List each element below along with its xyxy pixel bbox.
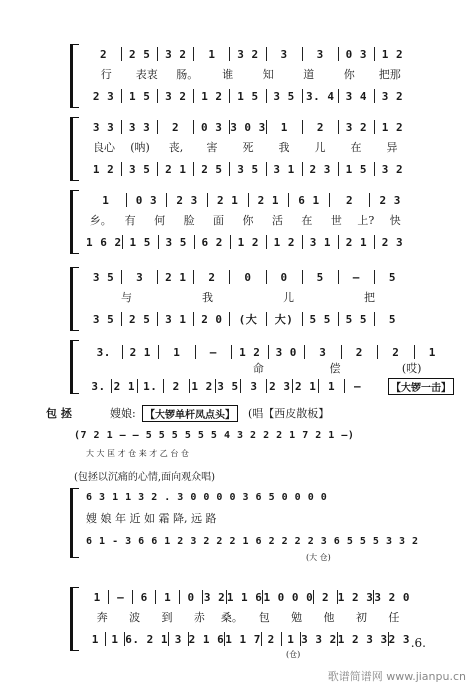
note-group: 3 2: [345, 120, 368, 134]
lyric-syllable: 儿: [314, 141, 326, 154]
note-group: 3 5: [237, 162, 259, 176]
system-4-lyrics: [86, 289, 410, 305]
note-group: 2: [346, 193, 354, 207]
note-group: 6: [140, 590, 148, 604]
note-group: 1: [111, 632, 119, 646]
note-group: 3 5: [92, 312, 115, 326]
note-group: 0: [280, 270, 288, 284]
lyric-syllable: 丧,: [168, 141, 184, 154]
lyric-syllable: 他: [323, 611, 335, 624]
system-5: [70, 338, 450, 398]
lyric-syllable: 桑。: [220, 611, 243, 624]
aria-bottom-notes: 6 1 - 3 6 6 1 2 3 2 2 2 1 6 2 2 2 2 3 6 5 5 5 3 3 2: [86, 536, 419, 547]
lyric-syllable: 上?: [357, 214, 375, 227]
lyric-syllable: (哎): [401, 362, 422, 375]
system-6: [70, 585, 411, 659]
note-group: (大: [238, 313, 258, 326]
note-group: 3: [136, 270, 144, 284]
note-group: 3 5: [217, 379, 239, 393]
note-group: 1: [93, 590, 101, 604]
system-1-bottom-notes: [86, 88, 410, 104]
note-group: 3 0 3: [230, 120, 266, 134]
lyric-syllable: 在: [350, 141, 362, 154]
system-2-bottom-notes: [86, 161, 410, 177]
lyric-syllable: 命: [252, 362, 264, 375]
note-group: 2 5: [128, 312, 151, 326]
note-group: 1: [287, 632, 295, 646]
lyric-syllable: 谁: [222, 68, 234, 81]
lyric-syllable: 活: [271, 214, 283, 227]
note-group: 2: [392, 345, 400, 359]
lyric-syllable: 把: [364, 291, 375, 304]
note-group: 3 3: [128, 120, 151, 134]
lyric-syllable: 表衷: [135, 68, 158, 81]
note-group: 1 5: [128, 89, 151, 103]
note-group: 3 2: [165, 47, 187, 61]
note-group: 5: [388, 312, 396, 326]
role-label: 包 拯: [46, 407, 72, 420]
note-group: 1 5: [237, 89, 259, 103]
system-4-top-notes: [86, 269, 410, 285]
system-5-bottom-notes: [86, 378, 370, 394]
lyric-syllable: 儿: [283, 291, 294, 304]
lyric-syllable: 害: [206, 141, 218, 154]
note-group: —: [352, 270, 360, 284]
lyric-syllable: 波: [129, 611, 141, 624]
note-group: 1: [173, 345, 181, 359]
note-group: 3 1: [309, 235, 332, 249]
note-group: 2 5: [201, 162, 223, 176]
lyric-syllable: 包: [258, 611, 270, 624]
note-group: 2 3: [381, 235, 404, 249]
system-6-top-notes: [86, 589, 410, 605]
stage-direction: (包拯以沉痛的心情,面向观众唱): [74, 472, 215, 483]
lyric-syllable: 赤: [193, 611, 205, 624]
lyric-syllable: 初: [355, 611, 367, 624]
note-group: 2 3: [309, 162, 331, 176]
system-3-lyrics: [86, 212, 410, 228]
system-5-lyrics: [220, 360, 450, 376]
note-group: 3: [174, 632, 182, 646]
last-marker: (仓): [286, 650, 301, 659]
note-group: 2: [172, 379, 180, 393]
note-group: 2: [172, 120, 180, 134]
system-2: [70, 115, 410, 185]
percussion-text: 大 大 匡 才 仓 来 才 乙 台 仓: [86, 449, 189, 458]
note-group: 1.: [143, 379, 158, 393]
lyric-syllable: 知: [262, 68, 274, 81]
note-group: 1 1 7: [225, 632, 261, 646]
lyric-syllable: 异: [386, 141, 398, 154]
lyric-syllable: 有: [124, 214, 136, 227]
note-group: 2 1: [257, 193, 279, 207]
note-group: 1 2: [201, 89, 223, 103]
note-group: 3 1: [165, 312, 187, 326]
note-group: 2 1: [295, 379, 317, 393]
lyric-syllable: 世: [330, 214, 342, 227]
lyric-syllable: 何: [154, 214, 166, 227]
lyric-syllable: 你: [343, 68, 355, 81]
aria-top-notes: 6 3 1 1 3 2 . 3 0 0 0 0 3 6 5 0 0 0 0: [86, 492, 328, 503]
note-group: 1 5: [345, 162, 367, 176]
lyric-syllable: 任: [388, 611, 400, 624]
lyric-syllable: (呐): [130, 141, 150, 154]
system-2-top-notes: [86, 119, 410, 135]
note-group: 3 3: [92, 120, 115, 134]
note-group: 2: [316, 120, 324, 134]
note-group: 6 1: [298, 193, 320, 207]
note-group: 3 3 2: [301, 632, 337, 646]
note-group: 2: [355, 345, 363, 359]
note-group: 3.: [96, 345, 111, 359]
note-group: 1 2: [239, 345, 261, 359]
note-group: 2: [208, 270, 216, 284]
system-3: [70, 188, 410, 258]
note-group: 1: [164, 590, 172, 604]
note-group: 1: [91, 632, 99, 646]
note-group: 1: [428, 345, 436, 359]
note-group: 2 1: [165, 270, 187, 284]
note-group: 5: [316, 270, 324, 284]
system-1-lyrics: [86, 66, 410, 82]
system-1: [70, 42, 410, 112]
watermark: 歌谱简谱网 www.jianpu.cn: [327, 670, 466, 683]
note-group: 0 3: [135, 193, 158, 207]
system-3-bottom-notes: [86, 234, 410, 250]
note-group: 1 5: [129, 235, 151, 249]
note-group: 1 2: [92, 162, 115, 176]
note-group: 2 1: [345, 235, 368, 249]
lyric-syllable: 我: [278, 141, 290, 154]
note-group: 3 1: [273, 162, 295, 176]
lyric-syllable: 面: [213, 214, 225, 227]
system-5-top-notes: [86, 344, 450, 360]
note-group: 2 3: [379, 193, 401, 207]
note-group: 5 5: [309, 312, 331, 326]
lyric-syllable: 良心: [93, 141, 115, 154]
lyric-syllable: 与: [121, 291, 132, 304]
speech-label: 嫂娘:: [110, 407, 136, 420]
note-group: 3: [316, 47, 324, 61]
note-group: 2 1 6: [188, 632, 225, 646]
system-bracket: [70, 267, 79, 331]
note-group: 2: [99, 47, 108, 61]
note-group: 0: [244, 270, 252, 284]
system-6-lyrics: [86, 609, 410, 625]
note-group: —: [117, 590, 125, 604]
aria-marker: (大 仓): [306, 553, 331, 562]
lyric-syllable: 偿: [329, 362, 341, 375]
note-group: 0 3: [200, 120, 223, 134]
system-6-bottom-notes: [86, 631, 410, 647]
note-group: 0 3: [345, 47, 367, 61]
note-group: 1: [102, 193, 110, 207]
lyric-syllable: 在: [301, 214, 313, 227]
note-group: 2: [267, 632, 275, 646]
note-group: 2 5: [128, 47, 151, 61]
note-group: 1 2 3 3: [337, 632, 388, 646]
lyric-syllable: 我: [202, 291, 213, 304]
note-group: 3: [280, 47, 288, 61]
aria-system: [70, 486, 419, 566]
note-group: 1 2: [273, 235, 296, 249]
note-group: 大): [274, 313, 294, 326]
lyric-syllable: 到: [161, 611, 173, 624]
aria-lyrics: 嫂 娘 年 近 如 霜 降, 远 路: [86, 512, 217, 525]
note-group: 3 2 0: [374, 590, 411, 604]
note-group: 1: [280, 120, 288, 134]
note-group: 3 2: [165, 89, 187, 103]
note-group: 1 0 0 0: [263, 590, 314, 604]
note-group: 3 0: [275, 345, 297, 359]
note-group: 1 1 6: [226, 590, 263, 604]
note-group: 3 2: [237, 47, 259, 61]
note-group: 1: [208, 47, 216, 61]
cue-sing: (唱【西皮散板】: [248, 407, 330, 420]
note-group: 2 1: [129, 345, 151, 359]
lyric-syllable: 乡。: [89, 214, 112, 227]
note-group: 3 5: [273, 89, 295, 103]
note-group: 0: [187, 590, 195, 604]
page-number: .6.: [410, 636, 426, 650]
note-group: 2 3: [269, 379, 291, 393]
note-group: 2 1: [165, 162, 187, 176]
lyric-syllable: 快: [389, 214, 401, 227]
lyric-syllable: 肠。: [176, 68, 199, 81]
system-1-top-notes: [86, 46, 410, 62]
note-group: 2 1: [217, 193, 239, 207]
note-group: 2 3: [176, 193, 198, 207]
lyric-syllable: 道: [303, 68, 315, 81]
note-group: 1 2: [237, 235, 259, 249]
system-bracket: [70, 587, 79, 651]
note-group: 2 0: [201, 312, 223, 326]
lyric-syllable: 奔: [96, 611, 108, 624]
note-group: 6. 2 1: [125, 632, 168, 646]
system-bracket: [70, 117, 79, 181]
cue-box: 【大锣单杆凤点头】: [142, 405, 238, 422]
percussion-notes: (7 2 1 — — 5 5 5 5 5 5 4 3 2 2 2 1 7 2 1 —): [74, 430, 355, 441]
note-group: 3 5: [128, 162, 151, 176]
system-bracket: [70, 190, 79, 254]
system-4: [70, 265, 410, 335]
note-group: 3 5: [165, 235, 187, 249]
note-group: 2 1: [113, 379, 136, 393]
system-bracket: [70, 488, 79, 558]
note-group: 1 2: [381, 120, 404, 134]
note-group: 3: [250, 379, 258, 393]
note-group: 1 2 3: [337, 590, 374, 604]
note-group: 3 2: [203, 590, 226, 604]
lyric-syllable: 死: [242, 141, 254, 154]
note-group: —: [353, 379, 362, 393]
note-group: 3 4: [345, 89, 367, 103]
note-group: 1 2: [381, 47, 404, 61]
system-bracket: [70, 340, 79, 394]
note-group: 1 2: [191, 379, 213, 393]
system-4-bottom-notes: [86, 311, 410, 327]
note-group: 3 2: [381, 89, 404, 103]
note-group: 3: [319, 345, 327, 359]
note-group: 1 6 2: [86, 235, 122, 249]
note-group: 3 5: [92, 270, 115, 284]
note-group: 6 2: [201, 235, 223, 249]
lyric-syllable: 勉: [291, 611, 303, 624]
note-group: 2 3: [388, 632, 410, 646]
note-group: 3. 4: [305, 89, 335, 103]
system-2-lyrics: [86, 139, 410, 155]
lyric-syllable: 把那: [378, 68, 401, 81]
lyric-syllable: 你: [242, 214, 254, 227]
end-cue-label: 【大锣一击】: [388, 378, 454, 395]
system-bracket: [70, 44, 79, 108]
lyric-syllable: 脸: [183, 214, 195, 227]
note-group: —: [209, 345, 217, 359]
note-group: 5 5: [345, 312, 367, 326]
note-group: 5: [388, 270, 396, 284]
note-group: 1: [328, 379, 336, 393]
note-group: 2 3: [92, 89, 115, 103]
system-3-top-notes: [86, 192, 410, 208]
note-group: 3 2: [381, 162, 404, 176]
note-group: 2: [321, 590, 330, 604]
note-group: 3.: [91, 379, 106, 393]
lyric-syllable: 行: [100, 68, 112, 81]
